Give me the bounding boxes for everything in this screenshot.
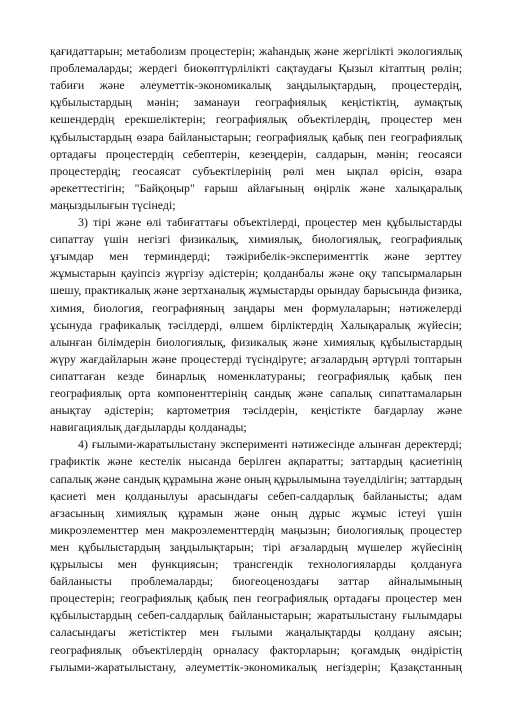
text-line: графиктік және кестелік нысанда берілген ақпаратты; заттардың қасиетінің — [50, 454, 462, 469]
text-line: маңыздылығын түсінеді; — [50, 197, 176, 212]
text-line: ағзасының химиялық құрамын және оның дұрыс жұмыс істеуі үшін — [50, 505, 462, 520]
text-line: сипаттаған кезде бинарлық номенклатураны; географиялық қабық пен — [50, 368, 462, 383]
text-line: микроэлементтер мен макроэлементтердің маңызын; биологиялық процестер — [50, 522, 462, 537]
text-line: құбылыстардың мәнін; заманауи географиялық кеңістіктің, аумақтық — [50, 95, 462, 110]
text-line: 4) ғылыми-жаратылыстану эксперименті нәтижесінде алынған деректерді; — [78, 437, 462, 452]
text-line: кешендердің ерекшеліктерін; географиялық объектілердің, процестер мен — [50, 112, 462, 127]
text-line: процестерін; географиялық қабық пен географиялық ортадағы процестер мен — [50, 591, 462, 606]
text-line: саласындағы жетістіктер мен ғылыми жаңалықтарды қолдану аясын; — [50, 625, 462, 640]
text-line: мен құбылыстардың заңдылықтарын; тірі ағзалардың мүшелер жүйесінің — [50, 539, 462, 554]
text-line: байланысты проблемаларды; биогеоценоздағы заттар айналымының — [50, 574, 462, 589]
text-line: процестердің; геосаясат субъектілерінің рөлі мен ықпал өрісін, өзара — [50, 163, 462, 178]
text-line: құрылысы мен функциясын; трансгендік технологияларды қолдануға — [50, 557, 462, 571]
text-line: табиғи және әлеуметтік-экономикалық заңдылықтардың, процестердің, — [50, 78, 462, 93]
text-line: қасиеті мен қолданылуы арасындағы себеп-салдарлық байланысты; адам — [50, 488, 462, 503]
text-line: құбылыстардың себеп-салдарлық байланыстарын; жаратылыстану ғылымдары — [50, 608, 462, 623]
text-line: алынған білімдерін биологиялық, физикалық және химиялық құбылыстардың — [50, 334, 462, 349]
text-line: проблемаларды; жердегі биокөптүрлілікті сақтаудағы Қызыл кітаптың рөлін; — [50, 61, 462, 76]
text-line: әрекеттестігін; "Байқоңыр" ғарыш айлағының өңірлік және халықаралық — [50, 180, 462, 195]
text-line: ортадағы процестердің себептерін, кезеңдерін, салдарын, мәнін; геосаяси — [50, 146, 462, 161]
text-line: ұсынуда графикалық тәсілдерді, өлшем бірліктердің Халықаралық жүйесін; — [50, 317, 462, 332]
text-line: жұмыстарын қауіпсіз жүргізу әдістерін; қолданбалы және оқу тапсырмаларын — [50, 266, 462, 281]
text-line: анықтау әдістерін; картометрия тәсілдерін, кеңістікте бағдарлау және — [50, 403, 462, 418]
text-line: навигациялық дағдыларды қолданады; — [50, 420, 247, 435]
text-line: жүру жағдайларын және процестерді түсіндіруге; ағзалардың әртүрлі топтарын — [50, 351, 462, 366]
text-line: географиялық объектілердің орналасу факторларын; қоғамдық өндірістің — [50, 642, 462, 657]
text-line: ұғымдар мен терминдерді; тәжірибелік-эксперименттік және зерттеу — [50, 249, 462, 264]
text-line: ғылыми-жаратылыстану, әлеуметтік-экономикалық негіздерін; Қазақстанның — [50, 659, 462, 674]
text-line: химия, биология, географияның заңдары мен формулаларын; нәтижелерді — [50, 300, 462, 315]
text-line: сипаттау үшін негізгі физикалық, химиялық, биологиялық, географиялық — [50, 232, 462, 247]
text-line: құбылыстардың өзара байланыстарын; географиялық қабық пен географиялық — [50, 129, 462, 144]
text-line: 3) тірі және өлі табиғаттағы объектілерді, процестер мен құбылыстарды — [78, 215, 462, 229]
text-line: қағидаттарын; метаболизм процестерін; жаһандық және жергілікті экологиялық — [50, 44, 462, 58]
text-line: сапалық және сандық құрамына және оның құрылымына тәуелділігін; заттардың — [50, 471, 462, 486]
text-line: географиялық орта компоненттерінің сандық және сапалық сипаттамаларын — [50, 386, 462, 400]
text-line: шешу, практикалық және зертханалық жұмыстарды орындау барысында физика, — [50, 283, 462, 298]
